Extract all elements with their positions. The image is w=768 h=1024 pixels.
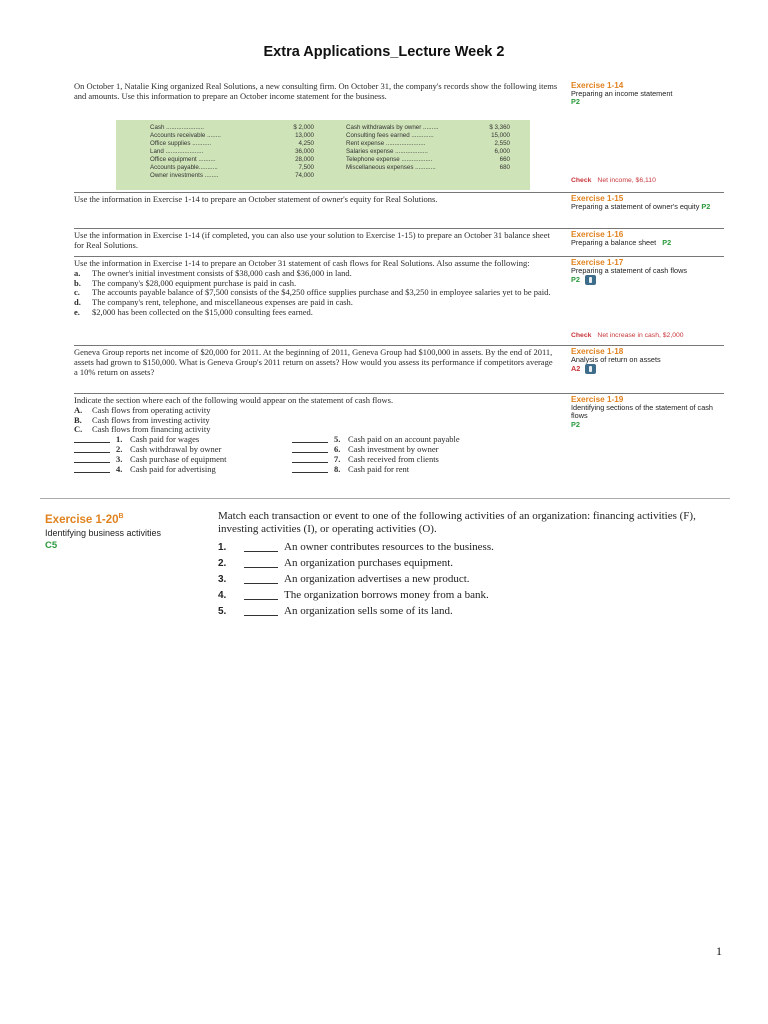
exercise-1-16-sidebar — [571, 231, 727, 247]
item-number: 2. — [218, 557, 227, 569]
answer-blank[interactable] — [244, 590, 278, 600]
list-item — [218, 587, 738, 603]
check-answer — [571, 177, 731, 184]
list-item — [218, 603, 738, 619]
exercise-1-20-sidebar — [45, 510, 205, 553]
exercise-1-20-intro: Match each transaction or event to one of the following activities of an organization: financing activities (F), investing activities (I), or operating activities (O). — [218, 510, 696, 535]
answer-blank[interactable] — [244, 542, 278, 552]
divider — [74, 393, 724, 394]
balance-row — [346, 148, 510, 156]
exercise-label: Exercise $1-20^B$ — [45, 513, 124, 526]
list-item — [218, 555, 738, 571]
balance-row — [150, 172, 314, 180]
account-name: Owner investments ........ — [150, 172, 219, 179]
account-name: Land ...................... — [150, 148, 204, 155]
divider — [74, 256, 724, 257]
item-number: 6. — [334, 443, 341, 454]
learning-objective-code: P2 — [571, 275, 580, 285]
check-value: Net increase in cash, $2,000 — [597, 332, 684, 339]
item-marker: C. — [74, 424, 83, 435]
exercise-description: Preparing an income statement — [571, 89, 673, 99]
item-text: Cash paid for wages — [130, 434, 200, 445]
balance-row — [346, 156, 510, 164]
item-text: Cash received from clients — [348, 453, 439, 464]
balance-row — [346, 124, 510, 132]
exercise-1-16-text: Use the information in Exercise 1-14 (if completed, you can also use your solution to Exercise 1-15) to prepare an October 31 balance sheet for Real Solutions. — [74, 230, 550, 250]
item-text: An organization purchases equipment. — [284, 556, 454, 569]
account-name: Office supplies ........... — [150, 140, 212, 147]
exercise-1-15-text: Use the information in Exercise 1-14 to prepare an October statement of owner's equity for Real Solutions. — [74, 194, 438, 204]
balances-right-column — [346, 124, 510, 172]
item-text: Cash paid for rent — [348, 463, 410, 474]
check-label: Check — [571, 177, 592, 184]
balance-row — [346, 164, 510, 172]
item-marker: c. — [74, 287, 80, 298]
item-number: 3. — [218, 573, 227, 585]
exercise-1-20-text — [218, 510, 738, 619]
item-number: 5. — [218, 605, 227, 617]
item-marker: B. — [74, 414, 82, 425]
item-text: Cash flows from financing activity — [92, 424, 211, 435]
exercise-label: Exercise 1-15 — [571, 194, 624, 203]
item-text: Cash paid for advertising — [130, 463, 216, 474]
exercise-1-18 — [74, 348, 724, 392]
learning-objective-code: P2 — [571, 419, 580, 429]
exercise-1-19 — [74, 396, 724, 486]
learning-objective-code: P2 — [701, 202, 711, 212]
item-marker: d. — [74, 297, 81, 308]
item-text: The company's $28,000 equipment purchase is paid in cash. — [92, 277, 297, 288]
video-icon — [585, 275, 596, 285]
item-number: 3. — [116, 453, 123, 464]
account-name: Telephone expense .................. — [346, 156, 433, 163]
item-number: 1. — [218, 541, 227, 553]
item-text: $2,000 has been collected on the $15,000 consulting fees earned. — [92, 306, 313, 317]
divider — [40, 498, 730, 499]
video-icon — [585, 364, 596, 374]
answer-blank[interactable] — [244, 558, 278, 568]
item-number: 4. — [218, 589, 227, 601]
account-name: Cash withdrawals by owner ......... — [346, 124, 439, 131]
list-item — [74, 465, 294, 475]
account-amount: 28,000 — [295, 156, 314, 163]
account-amount: 4,250 — [298, 140, 314, 147]
balance-row — [150, 124, 314, 132]
account-amount: 74,000 — [295, 172, 314, 179]
answer-blank[interactable] — [74, 465, 110, 473]
divider — [74, 345, 724, 346]
exercise-1-17-intro: Use the information in Exercise 1-14 to prepare an October 31 statement of cash flows for Real Solutions. Also assume the following: — [74, 258, 530, 268]
exercise-description: Analysis of return on assets — [571, 355, 661, 365]
exercise-1-17-text — [74, 259, 558, 318]
exercise-label: Exercise 1-14 — [571, 81, 624, 90]
account-amount: $ 2,000 — [293, 124, 314, 131]
account-amount: 36,000 — [295, 148, 314, 155]
list-item — [74, 308, 558, 318]
learning-objective-code: P2 — [571, 97, 580, 107]
exercise-1-18-sidebar — [571, 348, 727, 374]
exercise-1-16 — [74, 231, 724, 255]
account-amount: $ 3,360 — [489, 124, 510, 131]
item-text: The owner's initial investment consists of $38,000 cash and $36,000 in land. — [92, 267, 352, 278]
exercise-1-19-intro: Indicate the section where each of the following would appear on the statement of cash flows. — [74, 395, 394, 405]
account-balances-table — [116, 120, 530, 190]
divider — [74, 228, 724, 229]
answer-blank[interactable] — [74, 455, 110, 463]
item-number: 5. — [334, 434, 341, 445]
item-text: Cash withdrawal by owner — [130, 443, 222, 454]
list-item — [292, 465, 552, 475]
balance-row — [150, 148, 314, 156]
answer-blank[interactable] — [74, 445, 110, 453]
exercise-description: Preparing a statement of cash flows — [571, 266, 687, 276]
account-name: Accounts payable........... — [150, 164, 218, 171]
learning-objective-code: A2 — [571, 364, 581, 374]
item-text: An organization sells some of its land. — [284, 604, 453, 617]
account-amount: 6,000 — [494, 148, 510, 155]
assumptions-list — [74, 269, 558, 318]
exercise-label: Exercise 1-17 — [571, 258, 624, 267]
item-marker: A. — [74, 404, 83, 415]
transactions-list — [218, 539, 738, 619]
item-text: Cash flows from operating activity — [92, 404, 211, 415]
exercise-label: Exercise 1-19 — [571, 395, 624, 404]
exercise-1-14-text: On October 1, Natalie King organized Real Solutions, a new consulting firm. On October 31, the company's records show the following items and amounts. Use this information to prepare an October income statement for the business. — [74, 81, 558, 101]
page-number: 1 — [716, 944, 722, 958]
exercise-1-17 — [74, 259, 724, 345]
answer-blank[interactable] — [244, 574, 278, 584]
account-amount: 7,500 — [298, 164, 314, 171]
item-text: Cash flows from investing activity — [92, 414, 210, 425]
item-text: Cash paid on an account payable — [348, 434, 460, 445]
account-amount: 2,550 — [494, 140, 510, 147]
check-answer — [571, 332, 731, 339]
exercise-description: Preparing a statement of owner's equity — [571, 202, 700, 212]
answer-blank[interactable] — [244, 606, 278, 616]
check-value: Net income, $6,110 — [597, 177, 656, 184]
list-item — [218, 539, 738, 555]
exercise-description: Identifying sections of the statement of cash flows — [571, 403, 713, 421]
item-number: 7. — [334, 453, 341, 464]
account-name: Miscellaneous expenses ............ — [346, 164, 436, 171]
item-number: 4. — [116, 463, 123, 474]
check-label: Check — [571, 332, 592, 339]
answer-blank[interactable] — [292, 455, 328, 463]
item-text: Cash investment by owner — [348, 443, 439, 454]
balance-row — [150, 132, 314, 140]
answer-blank[interactable] — [74, 435, 110, 443]
item-text: An owner contributes resources to the business. — [284, 540, 494, 553]
answer-blank[interactable] — [292, 445, 328, 453]
item-text: Cash purchase of equipment — [130, 453, 227, 464]
learning-objective-code: P2 — [662, 238, 672, 248]
list-item — [292, 455, 552, 465]
exercise-1-15 — [74, 195, 724, 225]
balance-row — [346, 132, 510, 140]
item-number: 8. — [334, 463, 341, 474]
account-name: Rent expense ....................... — [346, 140, 426, 147]
answer-blank[interactable] — [292, 465, 328, 473]
item-marker: e. — [74, 306, 80, 317]
items-left — [74, 435, 294, 474]
exercise-description: Identifying business activities — [45, 527, 162, 538]
divider — [74, 192, 724, 193]
sections-list — [74, 406, 558, 435]
exercise-label: Exercise 1-16 — [571, 230, 624, 239]
account-name: Office equipment .......... — [150, 156, 216, 163]
balance-row — [150, 156, 314, 164]
exercise-description: Preparing a balance sheet — [571, 238, 657, 248]
exercise-1-15-sidebar — [571, 195, 727, 211]
exercise-1-18-text: Geneva Group reports net income of $20,000 for 2011. At the beginning of 2011, Geneva Group had $100,000 in assets. By the end of 2011, assets had grown to $150,000. What is Geneva Group's 2011 return on assets? How would you assess its performance if competitors average a 10% return on assets? — [74, 347, 553, 377]
exercise-1-19-sidebar — [571, 396, 727, 429]
answer-blank[interactable] — [292, 435, 328, 443]
balances-left-column — [150, 124, 314, 180]
item-number: 1. — [116, 434, 123, 445]
exercise-1-14 — [74, 82, 724, 192]
balance-row — [346, 140, 510, 148]
account-name: Salaries expense ................... — [346, 148, 428, 155]
item-number: 2. — [116, 443, 123, 454]
account-amount: 660 — [499, 156, 510, 163]
items-right — [292, 435, 552, 474]
exercise-1-19-text — [74, 396, 558, 479]
account-name: Cash ...................... — [150, 124, 204, 131]
account-amount: 680 — [499, 164, 510, 171]
page-title: Extra Applications_Lecture Week 2 — [263, 44, 505, 60]
item-marker: b. — [74, 277, 81, 288]
account-amount: 15,000 — [491, 132, 510, 139]
item-text: The accounts payable balance of $7,500 consists of the $4,250 office supplies purchase and $3,250 in employee salaries yet to be paid. — [92, 287, 551, 298]
item-text: The organization borrows money from a bank. — [284, 588, 489, 601]
exercise-label: Exercise 1-18 — [571, 347, 624, 356]
item-marker: a. — [74, 267, 81, 278]
balance-row — [150, 140, 314, 148]
balance-row — [150, 164, 314, 172]
account-name: Accounts receivable ........ — [150, 132, 221, 139]
account-amount: 13,000 — [295, 132, 314, 139]
exercise-1-17-sidebar — [571, 259, 727, 285]
learning-objective-code: C5 — [45, 539, 58, 551]
item-text: An organization advertises a new product. — [284, 572, 470, 585]
list-item — [218, 571, 738, 587]
account-name: Consulting fees earned ............. — [346, 132, 434, 139]
item-text: The company's rent, telephone, and miscellaneous expenses are paid in cash. — [92, 297, 353, 308]
exercise-1-14-sidebar — [571, 82, 727, 107]
